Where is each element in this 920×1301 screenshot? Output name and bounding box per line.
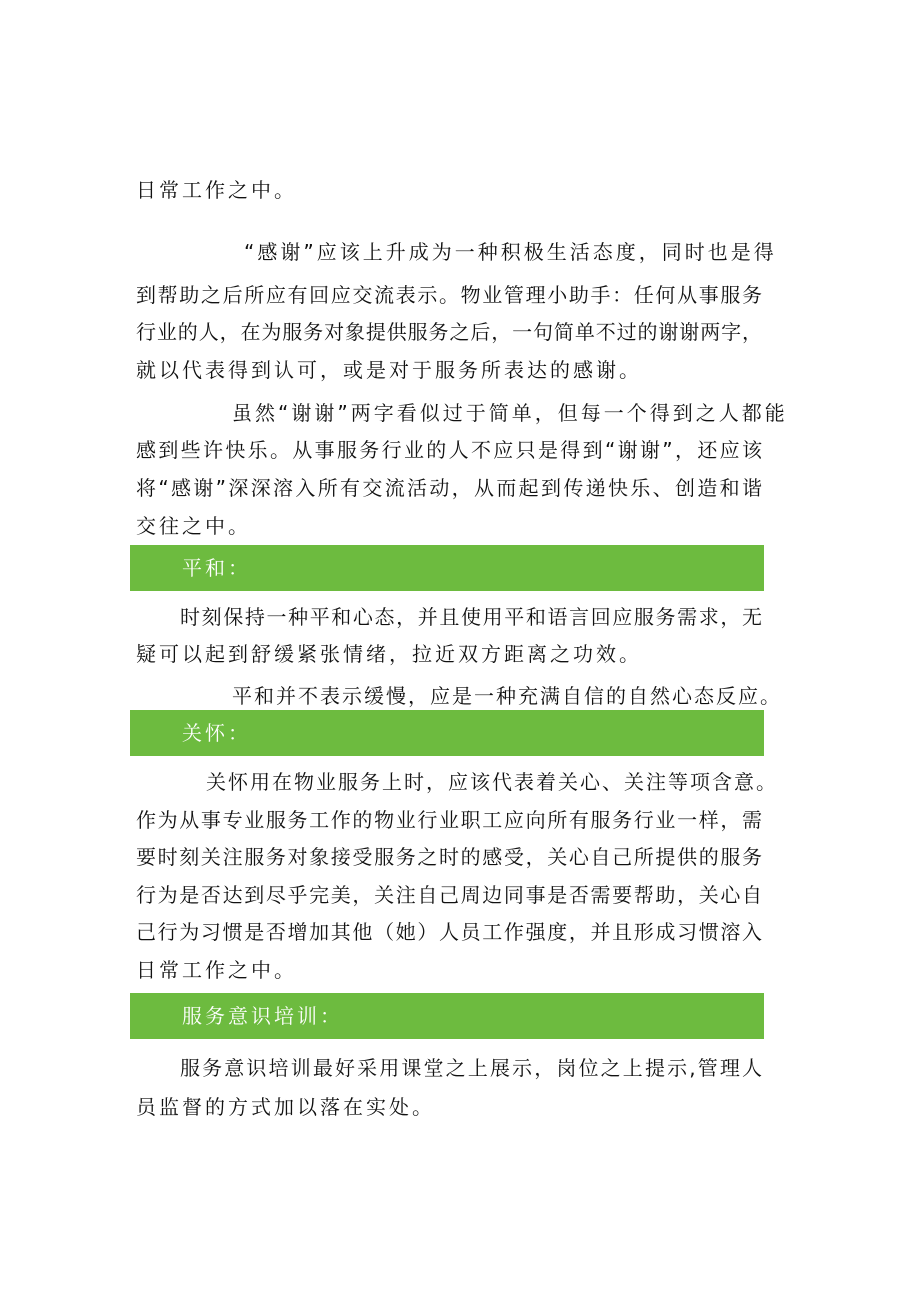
paragraph-line: 交往之中。 <box>136 514 251 538</box>
paragraph-line: 就以代表得到认可，或是对于服务所表达的感谢。 <box>136 358 642 382</box>
paragraph-line: 要时刻关注服务对象接受服务之时的感受，关心自己所提供的服务 <box>136 845 762 869</box>
paragraph-line: 作为从事专业服务工作的物业行业职工应向所有服务行业一样，需 <box>136 808 762 832</box>
section-heading-bar <box>130 710 764 756</box>
paragraph-line: 行业的人，在为服务对象提供服务之后，一句简单不过的谢谢两字， <box>136 320 762 344</box>
paragraph-line: 行为是否达到尽乎完美，关注自己周边同事是否需要帮助，关心自 <box>136 883 762 907</box>
paragraph-line: “感谢”应该上升成为一种积极生活态度，同时也是得 <box>244 240 777 264</box>
paragraph-line: 时刻保持一种平和心态，并且使用平和语言回应服务需求，无 <box>180 605 762 629</box>
paragraph-line: 员监督的方式加以落在实处。 <box>136 1095 435 1119</box>
paragraph-line: 虽然“谢谢”两字看似过于简单，但每一个得到之人都能 <box>232 401 788 425</box>
paragraph-line: 将“感谢”深深溶入所有交流活动，从而起到传递快乐、创造和谐 <box>136 476 762 500</box>
paragraph-line: 日常工作之中。 <box>136 958 297 982</box>
section-heading-pinghe: 平和： <box>182 556 251 580</box>
paragraph-line: 日常工作之中。 <box>136 178 297 202</box>
section-heading-bar <box>130 993 764 1039</box>
paragraph-line: 服务意识培训最好采用课堂之上展示，岗位之上提示,管理人 <box>180 1056 762 1080</box>
paragraph-line: 感到些许快乐。从事服务行业的人不应只是得到“谢谢”，还应该 <box>136 438 762 462</box>
paragraph-line: 平和并不表示缓慢，应是一种充满自信的自然心态反应。 <box>232 684 782 708</box>
section-heading-guanhuai: 关怀： <box>182 721 251 745</box>
paragraph-line: 己行为习惯是否增加其他（她）人员工作强度，并且形成习惯溶入 <box>136 920 762 944</box>
section-heading-bar <box>130 545 764 591</box>
paragraph-line: 到帮助之后所应有回应交流表示。物业管理小助手：任何从事服务 <box>136 283 762 307</box>
paragraph-line: 疑可以起到舒缓紧张情绪，拉近双方距离之功效。 <box>136 642 642 666</box>
paragraph-line: 关怀用在物业服务上时，应该代表着关心、关注等项含意。 <box>206 770 778 794</box>
section-heading-training: 服务意识培训： <box>182 1004 343 1028</box>
